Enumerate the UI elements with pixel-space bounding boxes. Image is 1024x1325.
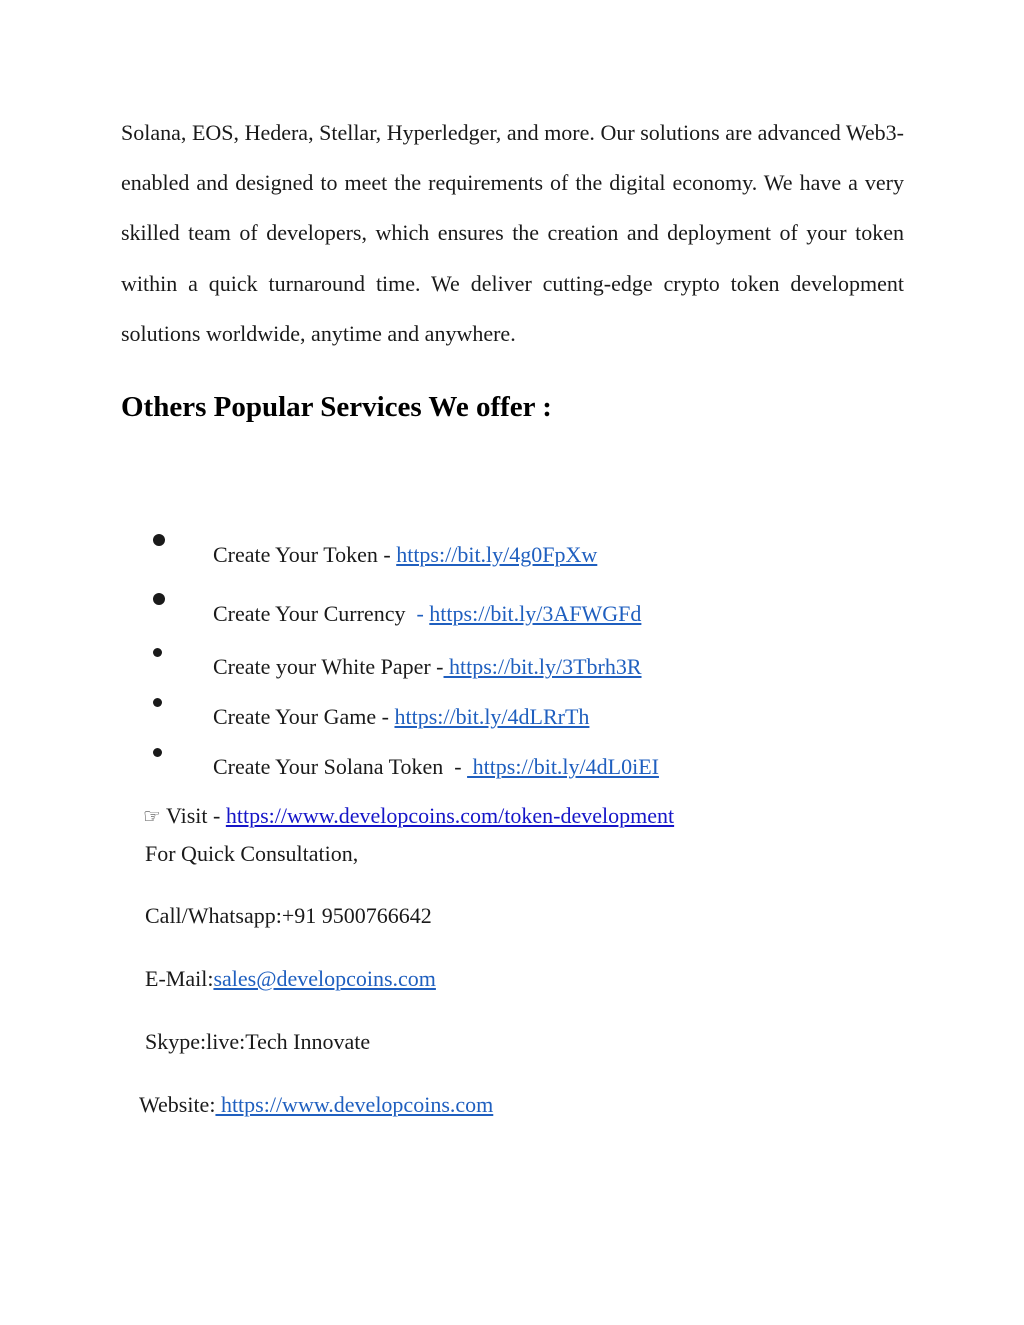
pointing-hand-icon: ☞ [143,803,161,828]
visit-label: Visit - [160,802,226,828]
service-link-game[interactable]: https://bit.ly/4dLRrTh [394,704,590,730]
service-label: Create Your Game - [213,704,395,730]
bullet-icon [153,698,162,707]
service-link-white-paper[interactable]: https://bit.ly/3Tbrh3R [443,654,642,680]
service-label: Create Your Solana Token - [213,754,468,780]
skype-text: Skype:live:Tech Innovate [145,1029,371,1054]
service-link-solana-token[interactable]: https://bit.ly/4dL0iEI [467,754,659,780]
bullet-icon [153,648,162,657]
intro-paragraph: Solana, EOS, Hedera, Stellar, Hyperledger, and more. Our solutions are advanced Web3-enabled and designed to meet the requirements of the digital economy. We have a very skilled team of developers, which ensures the creation and deployment of your token within a quick turnaround time. We deliver cutting-edge crypto token development solutions worldwide, anytime and anywhere. [121,120,904,346]
bullet-icon [153,748,162,757]
email-label: E-Mail: [145,966,214,991]
website-line [139,1091,493,1120]
phone-text: Call/Whatsapp:+91 9500766642 [145,903,432,928]
email-line [145,965,436,994]
service-label: Create your White Paper - [213,654,444,680]
service-link-currency[interactable]: https://bit.ly/3AFWGFd [429,601,642,627]
website-link[interactable]: https://www.developcoins.com [215,1092,494,1117]
bullet-icon [153,593,165,605]
service-label: Create Your Token - [213,542,397,568]
consultation-text: For Quick Consultation, [145,841,359,866]
email-link[interactable]: sales@developcoins.com [213,966,436,991]
visit-link[interactable]: https://www.developcoins.com/token-development [225,802,675,828]
bullet-icon [153,534,165,546]
website-label: Website: [139,1092,216,1117]
service-link-token[interactable]: https://bit.ly/4g0FpXw [396,542,598,568]
services-heading: Others Popular Services We offer : [121,391,552,423]
service-dash: - [416,601,430,627]
service-label: Create Your Currency [213,601,417,627]
